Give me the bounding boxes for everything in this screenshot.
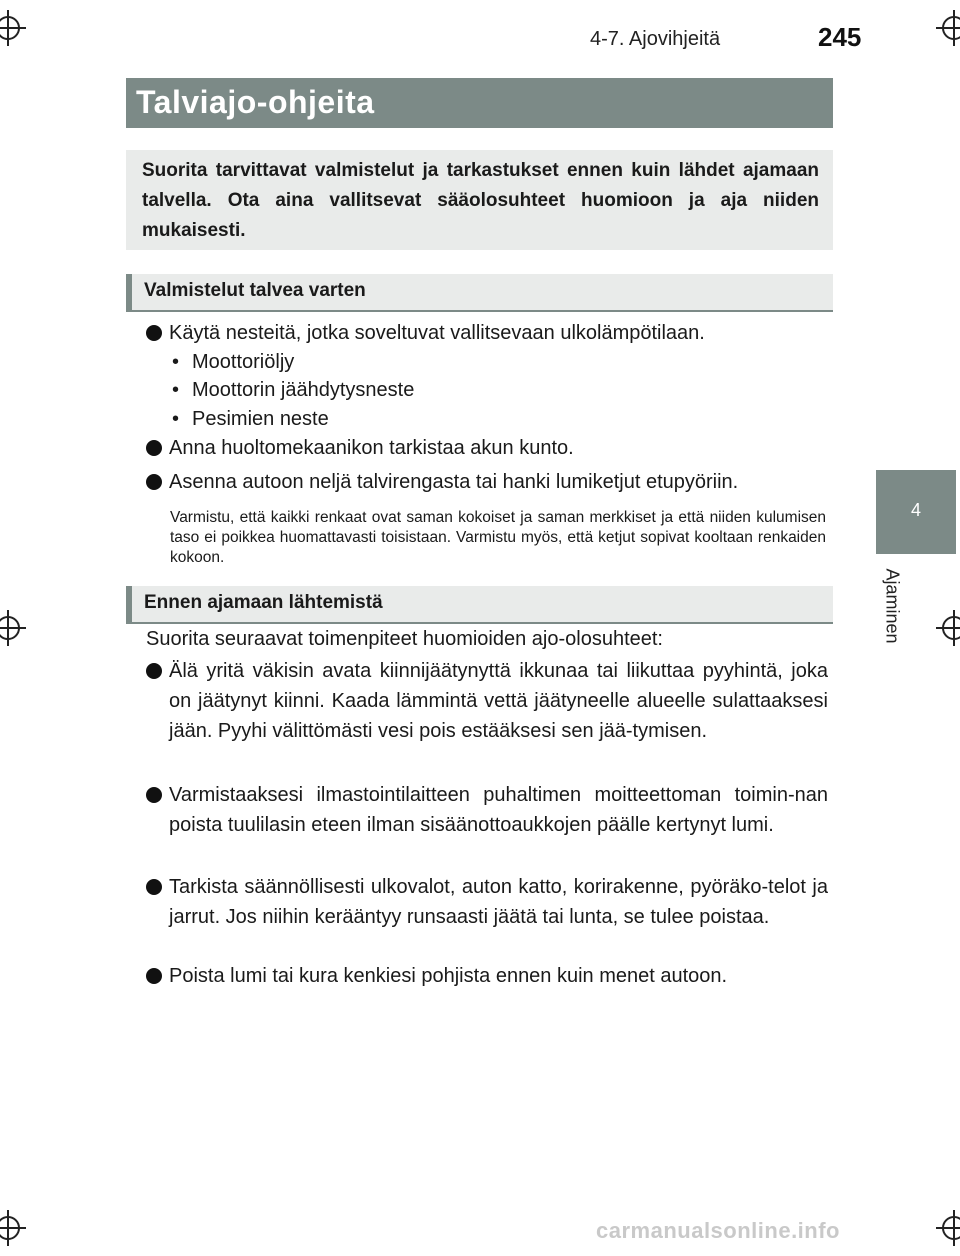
section-heading-text: Ennen ajamaan lähtemistä	[144, 592, 383, 613]
section-heading-before-driving	[126, 586, 833, 624]
subitem-coolant	[172, 376, 414, 404]
intro-box	[126, 150, 833, 250]
registration-mark-bottom-left	[0, 1210, 26, 1246]
page-title: Talviajo-ohjeita	[136, 84, 375, 120]
registration-mark-mid-right	[936, 610, 960, 646]
bullet-dot	[146, 440, 162, 456]
registration-mark-top-right	[936, 10, 960, 46]
section-label: 4-7. Ajovihjeitä	[590, 28, 721, 50]
bullet-shoes	[146, 961, 828, 991]
page-title-bar	[126, 78, 833, 128]
bullet-text: Käytä nesteitä, jotka soveltuvat vallitsevaan ulkolämpötilaan.	[169, 322, 705, 344]
subitem-washer-fluid	[172, 405, 329, 433]
chapter-label	[878, 566, 906, 646]
bullet-fluids	[146, 318, 828, 348]
sub-bullet: •	[172, 379, 180, 401]
bullet-text: Poista lumi tai kura kenkiesi pohjista ennen kuin menet autoon.	[169, 965, 728, 987]
bullet-check-lights	[146, 872, 828, 932]
tire-note: Varmistu, että kaikki renkaat ovat saman kokoiset ja saman merkkiset ja että niiden kulumisen taso ei poikkea huomattavasti toisistaan. Varmistu myös, että ketjut sopivat kooltaan renkaiden kokoon.	[170, 509, 826, 566]
chapter-number: 4	[910, 500, 921, 520]
bullet-dot	[146, 663, 162, 679]
sub-bullet: •	[172, 351, 180, 373]
intro-text: Suorita tarvittavat valmistelut ja tarkastukset ennen kuin lähdet ajamaan talvella. Ota aina vallitsevat sääolosuhteet huomioon ja aja niiden mukaisesti.	[142, 160, 819, 241]
chapter-tab	[876, 470, 956, 554]
section-lead: Suorita seuraavat toimenpiteet huomioiden ajo-olosuhteet:	[146, 628, 663, 650]
chapter-label-text: Ajaminen	[882, 568, 903, 644]
subitem-text: Moottorin jäähdytysneste	[192, 379, 415, 401]
registration-mark-top-left	[0, 10, 26, 46]
watermark: carmanualsonline.info	[596, 1218, 840, 1243]
section-heading-preparations	[126, 274, 833, 312]
bullet-dot	[146, 474, 162, 490]
bullet-tires	[146, 467, 828, 497]
bullet-text: Asenna autoon neljä talvirengasta tai hanki lumiketjut etupyöriin.	[169, 471, 739, 493]
section-heading-text: Valmistelut talvea varten	[144, 280, 366, 301]
page-number: 245	[818, 22, 862, 52]
bullet-air-intake	[146, 780, 828, 840]
subitem-text: Moottoriöljy	[192, 351, 295, 373]
bullet-text: Tarkista säännöllisesti ulkovalot, auton katto, korirakenne, pyöräko-telot ja jarrut. Jos niihin kerääntyy runsaasti jäätä tai lunta, se tulee poistaa.	[169, 876, 828, 928]
bullet-dot	[146, 879, 162, 895]
bullet-text: Älä yritä väkisin avata kiinnijäätynyttä ikkunaa tai liikuttaa pyyhintä, joka on jäätynyt kiinni. Kaada lämmintä vettä jäätyneelle alueelle sulattaaksesi jään. Pyyhi välittömästi vesi pois estääksesi sen jää-tymisen.	[169, 660, 828, 742]
bullet-dot	[146, 787, 162, 803]
subitem-text: Pesimien neste	[192, 408, 329, 430]
subitem-engine-oil	[172, 348, 294, 376]
bullet-text: Varmistaaksesi ilmastointilaitteen puhaltimen moitteettoman toimin-nan poista tuulilasin eteen ilman sisäänottoaukkojen päälle kertynyt lumi.	[169, 784, 828, 836]
bullet-text: Anna huoltomekaanikon tarkistaa akun kunto.	[169, 437, 574, 459]
bullet-dot	[146, 968, 162, 984]
bullet-battery	[146, 433, 828, 463]
registration-mark-bottom-right	[936, 1210, 960, 1246]
bullet-dot	[146, 325, 162, 341]
bullet-frozen-window	[146, 656, 828, 746]
registration-mark-mid-left	[0, 610, 26, 646]
sub-bullet: •	[172, 408, 180, 430]
